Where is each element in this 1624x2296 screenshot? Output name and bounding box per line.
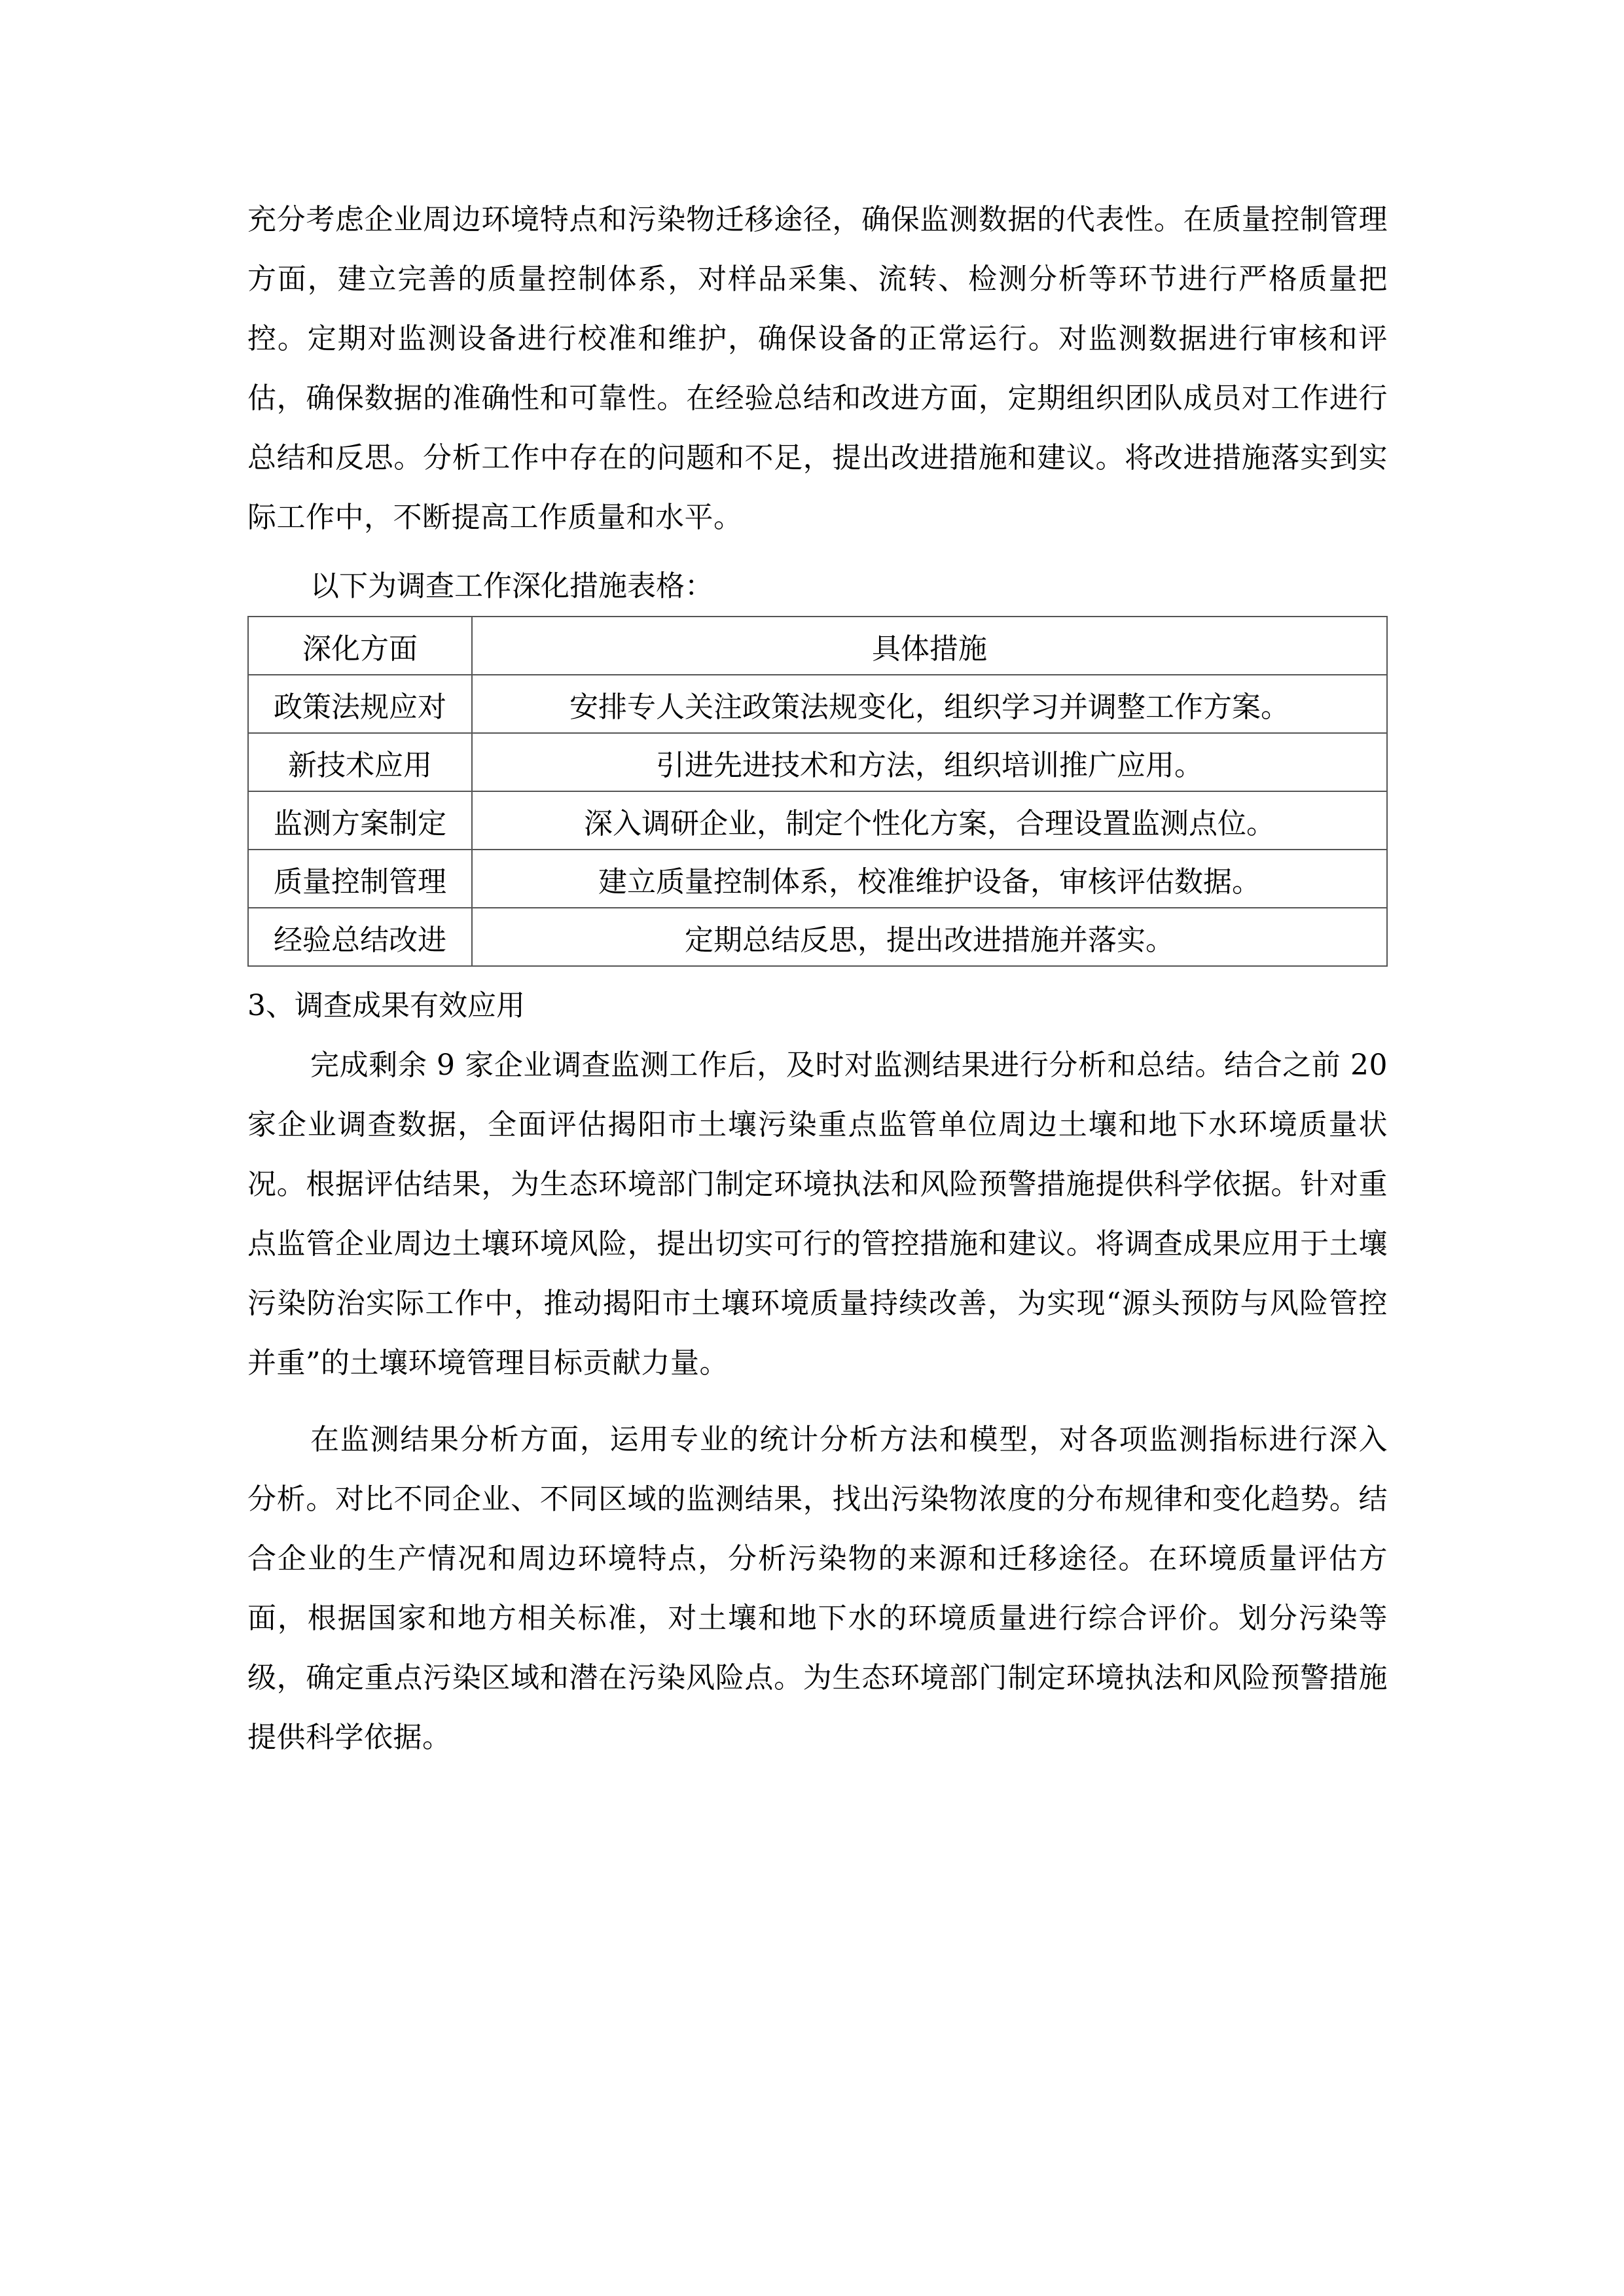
table-caption: 以下为调查工作深化措施表格： — [310, 569, 713, 603]
table-cell-aspect: 政策法规应对 — [248, 675, 472, 733]
table-cell-aspect: 质量控制管理 — [248, 850, 472, 908]
table-row — [248, 675, 1387, 733]
section-heading: 3、调查成果有效应用 — [247, 989, 525, 1022]
table-cell-aspect: 经验总结改进 — [248, 908, 472, 966]
table-cell-measure: 建立质量控制体系，校准维护设备，审核评估数据。 — [472, 850, 1387, 908]
paragraph-results-analysis: 在监测结果分析方面，运用专业的统计分析方法和模型，对各项监测指标进行深入分析。对比不同企业、不同区域的监测结果，找出污染物浓度的分布规律和变化趋势。结合企业的生产情况和周边环境特点，分析污染物的来源和迁移途径。在环境质量评估方面，根据国家和地方相关标准，对土壤和地下水的环境质量进行综合评价。划分污染等级，确定重点污染区域和潜在污染风险点。为生态环境部门制定环境执法和风险预警措施提供科学依据。 — [247, 1423, 1388, 1754]
table-header-cell: 深化方面 — [248, 617, 472, 675]
table-header-row — [248, 617, 1387, 675]
table-row — [248, 733, 1387, 791]
table-cell-measure: 引进先进技术和方法，组织培训推广应用。 — [472, 733, 1387, 791]
table-row — [248, 850, 1387, 908]
table-row — [248, 908, 1387, 966]
table-cell-measure: 深入调研企业，制定个性化方案，合理设置监测点位。 — [472, 791, 1387, 850]
paragraph-results-application: 完成剩余 9 家企业调查监测工作后，及时对监测结果进行分析和总结。结合之前 20 家企业调查数据，全面评估揭阳市土壤污染重点监管单位周边土壤和地下水环境质量状况。根据评估结果，为生态环境部门制定环境执法和风险预警措施提供科学依据。针对重点监管企业周边土壤环境风险，提出切实可行的管控措施和建议。将调查成果应用于土壤污染防治实际工作中，推动揭阳市土壤环境质量持续改善，为实现“源头预防与风险管控并重”的土壤环境管理目标贡献力量。 — [247, 1049, 1388, 1380]
table-cell-measure: 定期总结反思，提出改进措施并落实。 — [472, 908, 1387, 966]
intro-paragraph: 充分考虑企业周边环境特点和污染物迁移途径，确保监测数据的代表性。在质量控制管理方面，建立完善的质量控制体系，对样品采集、流转、检测分析等环节进行严格质量把控。定期对监测设备进行校准和维护，确保设备的正常运行。对监测数据进行审核和评估，确保数据的准确性和可靠性。在经验总结和改进方面，定期组织团队成员对工作进行总结和反思。分析工作中存在的问题和不足，提出改进措施和建议。将改进措施落实到实际工作中，不断提高工作质量和水平。 — [247, 203, 1388, 534]
table-header-cell: 具体措施 — [472, 617, 1387, 675]
measures-table — [247, 616, 1388, 967]
table-row — [248, 791, 1387, 850]
table-cell-aspect: 新技术应用 — [248, 733, 472, 791]
table-cell-aspect: 监测方案制定 — [248, 791, 472, 850]
document-body — [247, 190, 1388, 1767]
table-cell-measure: 安排专人关注政策法规变化，组织学习并调整工作方案。 — [472, 675, 1387, 733]
